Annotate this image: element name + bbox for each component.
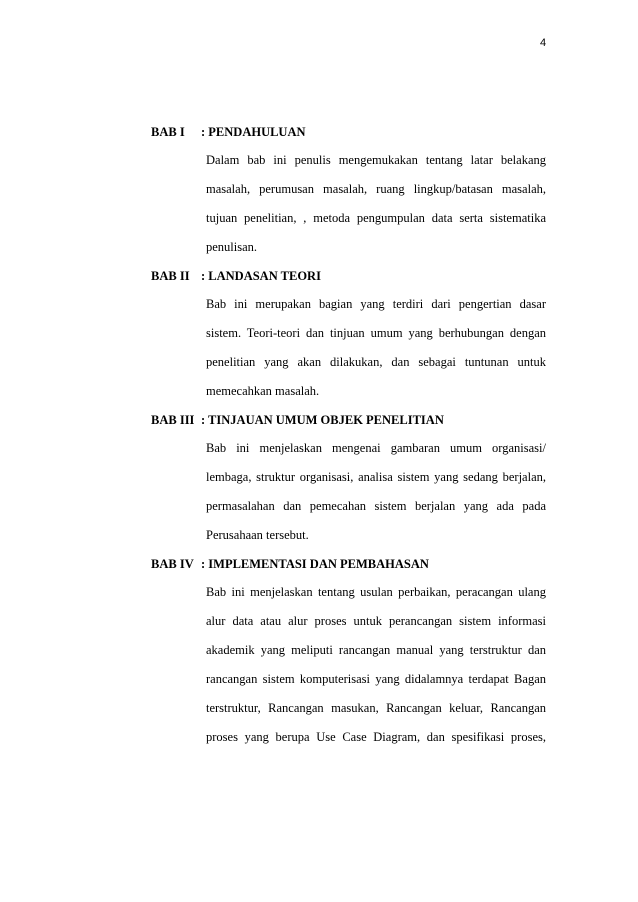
text-line: Dalam bab ini penulis mengemukakan tentang latar belakang bbox=[206, 153, 546, 167]
text-line: proses yang berupa Use Case Diagram, dan spesifikasi proses, bbox=[206, 730, 546, 744]
text-line: sistem. Teori-teori dan tinjuan umum yang berhubungan dengan bbox=[206, 326, 546, 340]
chapter-heading bbox=[151, 262, 551, 290]
document-content bbox=[151, 118, 551, 752]
text-line: Bab ini menjelaskan mengenai gambaran umum organisasi/ bbox=[206, 441, 546, 455]
chapter-label: BAB I bbox=[151, 125, 185, 139]
chapter-4 bbox=[151, 550, 551, 752]
chapter-1 bbox=[151, 118, 551, 262]
chapter-body bbox=[206, 290, 546, 406]
text-line: terstruktur, Rancangan masukan, Rancangan keluar, Rancangan bbox=[206, 701, 546, 715]
text-line: memecahkan masalah. bbox=[206, 384, 320, 398]
chapter-body bbox=[206, 578, 546, 752]
chapter-heading bbox=[151, 118, 551, 146]
text-line: Bab ini merupakan bagian yang terdiri dari pengertian dasar bbox=[206, 297, 546, 311]
text-line: akademik yang meliputi rancangan manual yang terstruktur dan bbox=[206, 643, 546, 657]
text-line: Bab ini menjelaskan tentang usulan perbaikan, peracangan ulang bbox=[206, 585, 546, 599]
text-line: Perusahaan tersebut. bbox=[206, 528, 309, 542]
chapter-2 bbox=[151, 262, 551, 406]
chapter-title: : TINJAUAN UMUM OBJEK PENELITIAN bbox=[201, 413, 444, 427]
chapter-label: BAB II bbox=[151, 269, 190, 283]
chapter-title: : IMPLEMENTASI DAN PEMBAHASAN bbox=[201, 557, 429, 571]
chapter-3 bbox=[151, 406, 551, 550]
text-line: rancangan sistem komputerisasi yang didalamnya terdapat Bagan bbox=[206, 672, 546, 686]
text-line: permasalahan dan pemecahan sistem berjalan yang ada pada bbox=[206, 499, 546, 513]
chapter-body bbox=[206, 434, 546, 550]
text-line: penelitian yang akan dilakukan, dan sebagai tuntunan untuk bbox=[206, 355, 546, 369]
chapter-body bbox=[206, 146, 546, 262]
chapter-label: BAB IV bbox=[151, 557, 194, 571]
chapter-heading bbox=[151, 406, 551, 434]
text-line: alur data atau alur proses untuk perancangan sistem informasi bbox=[206, 614, 546, 628]
chapter-heading bbox=[151, 550, 551, 578]
text-line: masalah, perumusan masalah, ruang lingkup/batasan masalah, bbox=[206, 182, 546, 196]
page-number: 4 bbox=[540, 37, 547, 49]
text-line: lembaga, struktur organisasi, analisa sistem yang sedang berjalan, bbox=[206, 470, 546, 484]
chapter-title: : LANDASAN TEORI bbox=[201, 269, 321, 283]
chapter-title: : PENDAHULUAN bbox=[201, 125, 306, 139]
text-line: tujuan penelitian, , metoda pengumpulan data serta sistematika bbox=[206, 211, 546, 225]
chapter-label: BAB III bbox=[151, 413, 195, 427]
text-line: penulisan. bbox=[206, 240, 258, 254]
